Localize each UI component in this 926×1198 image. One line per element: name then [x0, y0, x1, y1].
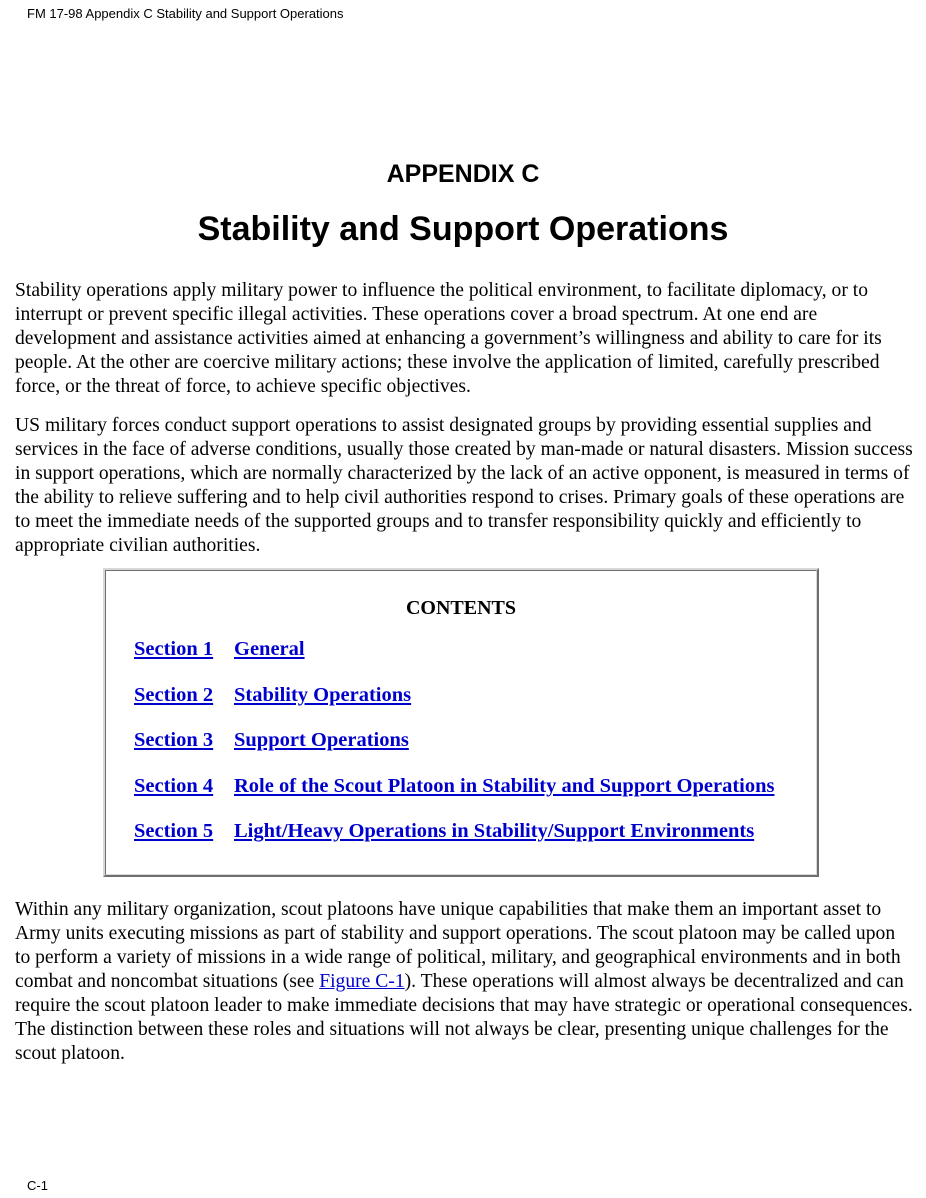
toc-link-section-1-number[interactable]: Section 1: [134, 638, 214, 660]
toc-link-section-3-number[interactable]: Section 3: [134, 729, 214, 751]
appendix-label: APPENDIX C: [386, 160, 540, 188]
scout-paragraph-text-start: Within any military organization, scout platoons have unique capabilities that make them an important asset to Army units executing missions as part of stability and support operations. The scout platoon may be called upon to perform a variety of missions in a wide range of political, military, and geographical environments and in both combat and noncombat situations (see: [15, 899, 901, 992]
toc-link-section-5-title[interactable]: Light/Heavy Operations in Stability/Support Environments: [234, 820, 755, 842]
toc-link-section-4-number[interactable]: Section 4: [134, 775, 214, 797]
intro-paragraph-support: US military forces conduct support operations to assist designated groups by providing essential supplies and services in the face of adverse conditions, usually those created by man-made or natural disasters. Mission success in support operations, which are normally characterized by the lack of an active opponent, is measured in terms of the ability to relieve suffering and to help civil authorities respond to crises. Primary goals of these operations are to meet the immediate needs of the supported groups and to transfer responsibility quickly and efficiently to appropriate civilian authorities.: [15, 415, 913, 556]
figure-c1-link[interactable]: Figure C-1: [319, 971, 405, 992]
running-header: FM 17-98 Appendix C Stability and Support Operations: [27, 6, 344, 21]
toc-link-section-1-title[interactable]: General: [234, 638, 305, 660]
page-number: C-1: [27, 1178, 48, 1193]
toc-link-section-4-title[interactable]: Role of the Scout Platoon in Stability and Support Operations: [234, 775, 775, 797]
toc-link-section-3-title[interactable]: Support Operations: [234, 729, 409, 751]
scout-paragraph-text-end: ). These operations will almost always be decentralized and can require the scout platoon leader to make immediate decisions that may have strategic or operational consequences. The distinction between these roles and situations will not always be clear, presenting unique challenges for the scout platoon.: [15, 971, 913, 1064]
toc-link-section-2-number[interactable]: Section 2: [134, 684, 214, 706]
toc-link-section-2-title[interactable]: Stability Operations: [234, 684, 412, 706]
toc-link-section-5-number[interactable]: Section 5: [134, 820, 214, 842]
intro-paragraph-stability: Stability operations apply military power to influence the political environment, to facilitate diplomacy, or to interrupt or prevent specific illegal activities. These operations cover a broad spectrum. At one end are development and assistance activities aimed at enhancing a government’s willingness and ability to care for its people. At the other are coercive military actions; these involve the application of limited, carefully prescribed force, or the threat of force, to achieve specific objectives.: [15, 280, 882, 397]
contents-box: [103, 568, 819, 877]
page-title: Stability and Support Operations: [197, 210, 729, 248]
scout-platoon-paragraph: [15, 898, 915, 1066]
contents-heading: CONTENTS: [405, 597, 517, 619]
